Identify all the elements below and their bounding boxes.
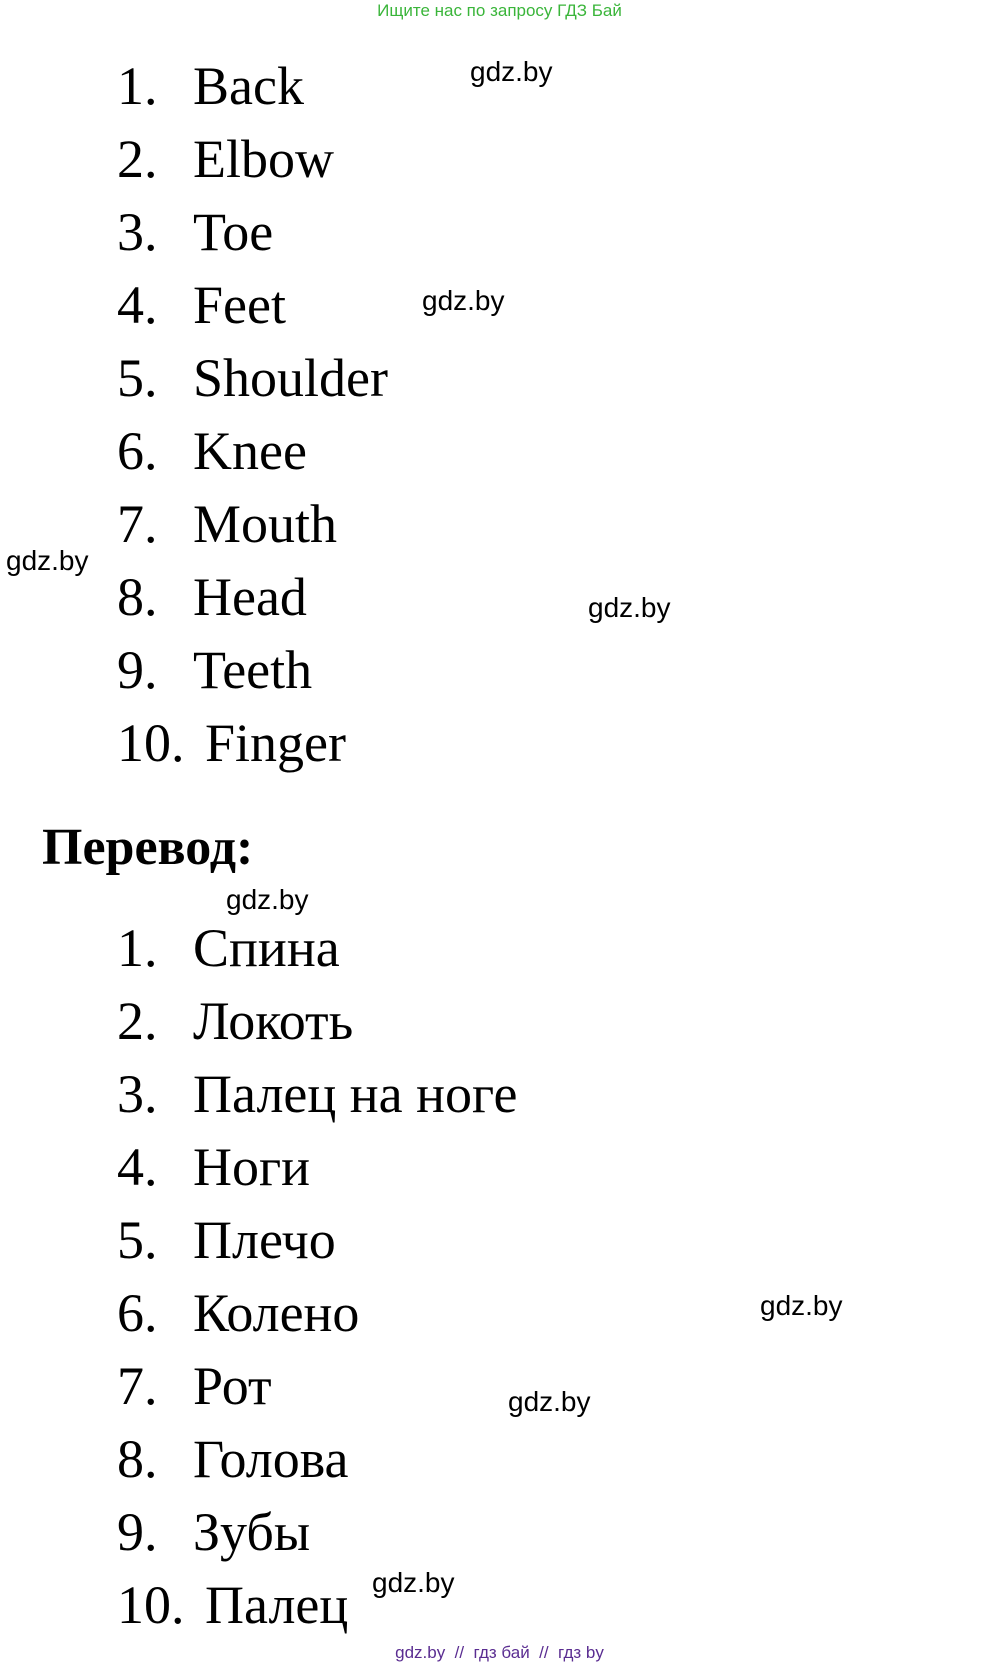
english-word-list	[117, 50, 388, 780]
item-number: 1.	[117, 918, 158, 978]
list-item	[117, 1131, 517, 1204]
list-item	[117, 1350, 517, 1423]
watermark: gdz.by	[760, 1290, 843, 1321]
item-number: 2.	[117, 129, 158, 189]
item-word: Спина	[193, 918, 340, 978]
item-number: 1.	[117, 56, 158, 116]
item-number: 10.	[117, 1575, 185, 1635]
item-number: 3.	[117, 1064, 158, 1124]
item-word: Feet	[193, 275, 286, 335]
list-item	[117, 912, 517, 985]
item-word: Finger	[205, 713, 346, 773]
list-item	[117, 269, 388, 342]
list-item	[117, 985, 517, 1058]
list-item	[117, 342, 388, 415]
item-number: 6.	[117, 1283, 158, 1343]
list-item	[117, 561, 388, 634]
list-item	[117, 1496, 517, 1569]
item-number: 2.	[117, 991, 158, 1051]
item-word: Elbow	[193, 129, 334, 189]
watermark: gdz.by	[372, 1567, 455, 1598]
item-word: Mouth	[193, 494, 338, 554]
item-number: 7.	[117, 1356, 158, 1416]
watermark: gdz.by	[422, 285, 505, 316]
item-word: Ноги	[193, 1137, 311, 1197]
item-word: Head	[193, 567, 307, 627]
item-number: 4.	[117, 1137, 158, 1197]
item-number: 10.	[117, 713, 185, 773]
item-word: Палец	[205, 1575, 349, 1635]
item-number: 8.	[117, 1429, 158, 1489]
list-item	[117, 123, 388, 196]
list-item	[117, 415, 388, 488]
watermark: gdz.by	[6, 545, 89, 576]
list-item	[117, 50, 388, 123]
footer-links: gdz.by // гдз бай // гдз by	[395, 1643, 604, 1662]
top-banner: Ищите нас по запросу ГДЗ Бай	[377, 1, 622, 20]
item-word: Зубы	[193, 1502, 311, 1562]
item-number: 6.	[117, 421, 158, 481]
item-number: 8.	[117, 567, 158, 627]
list-item	[117, 1569, 517, 1642]
item-word: Рот	[193, 1356, 272, 1416]
item-word: Палец на ноге	[193, 1064, 518, 1124]
list-item	[117, 488, 388, 561]
list-item	[117, 634, 388, 707]
list-item	[117, 1277, 517, 1350]
item-word: Back	[193, 56, 304, 116]
item-word: Локоть	[193, 991, 354, 1051]
item-number: 7.	[117, 494, 158, 554]
translation-heading: Перевод:	[42, 819, 254, 876]
item-number: 5.	[117, 1210, 158, 1270]
item-word: Knee	[193, 421, 307, 481]
list-item	[117, 707, 388, 780]
item-number: 9.	[117, 1502, 158, 1562]
russian-word-list	[117, 912, 517, 1642]
item-number: 5.	[117, 348, 158, 408]
watermark: gdz.by	[588, 592, 671, 623]
item-word: Голова	[193, 1429, 349, 1489]
list-item	[117, 1058, 517, 1131]
item-number: 4.	[117, 275, 158, 335]
item-word: Teeth	[193, 640, 313, 700]
item-word: Toe	[193, 202, 274, 262]
item-number: 3.	[117, 202, 158, 262]
list-item	[117, 196, 388, 269]
watermark: gdz.by	[470, 56, 553, 87]
list-item	[117, 1423, 517, 1496]
item-word: Shoulder	[193, 348, 388, 408]
list-item	[117, 1204, 517, 1277]
watermark: gdz.by	[508, 1386, 591, 1417]
item-number: 9.	[117, 640, 158, 700]
watermark: gdz.by	[226, 884, 309, 915]
item-word: Плечо	[193, 1210, 336, 1270]
item-word: Колено	[193, 1283, 360, 1343]
